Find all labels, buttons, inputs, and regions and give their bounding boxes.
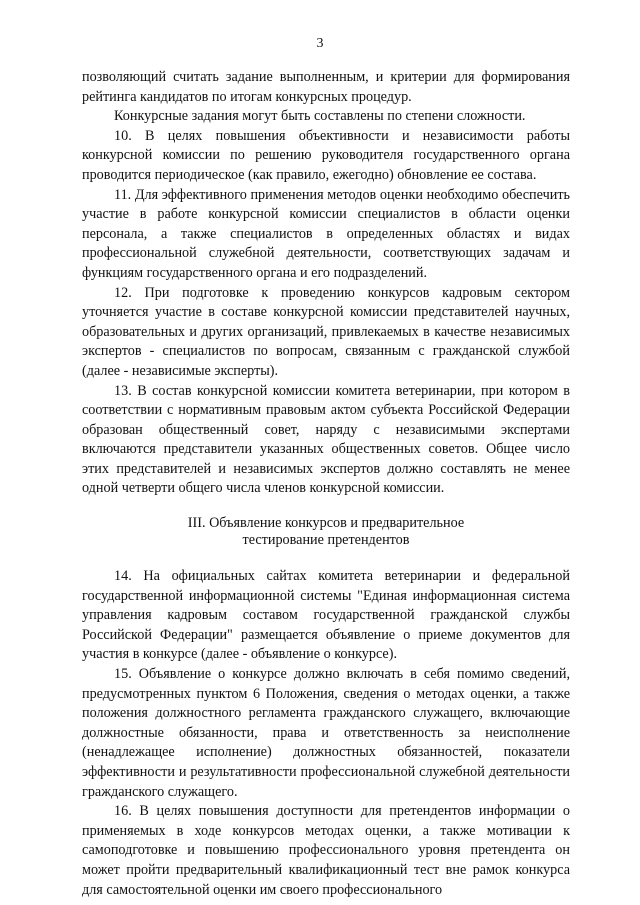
section-heading-line-2: тестирование претендентов <box>242 532 410 549</box>
paragraph: Конкурсные задания могут быть составлены по степени сложности. <box>114 108 526 125</box>
section-heading-line-1: III. Объявление конкурсов и предварительное <box>187 515 465 532</box>
paragraph-13: 13. В состав конкурсной комиссии комитета ветеринарии, при котором в соответствии с нормативным правовым актом субъекта Российской Федерации образован общественный совет, наряду с независимыми экспертами включаются представители указанных общественных советов. Общее число этих представителей и независимых экспертов должно составлять не менее одной четверти общего числа членов конкурсной комиссии. <box>82 382 570 497</box>
paragraph-16: 16. В целях повышения доступности для претендентов информации о применяемых в ходе конкурсов методах оценки, а также мотивации к самоподготовке и повышению профессионального уровня претендента он может пройти предварительный квалификационный тест вне рамок конкурса для самостоятельной оценки им своего профессионального <box>82 803 570 898</box>
paragraph-continuation: позволяющий считать задание выполненным, и критерии для формирования рейтинга кандидатов по итогам конкурсных процедур. <box>82 69 570 105</box>
paragraph-15: 15. Объявление о конкурсе должно включать в себя помимо сведений, предусмотренных пунктом 6 Положения, сведения о методах оценки, а также положения должностного регламента гражданского служащего, включающие должностные обязанности, права и ответственность за неисполнение (ненадлежащее исполнение) должностных обязанностей, показатели эффективности и результативности профессиональной служебной деятельности гражданского служащего. <box>82 666 570 800</box>
document-body <box>82 68 570 900</box>
paragraph-11: 11. Для эффективного применения методов оценки необходимо обеспечить участие в работе конкурсной комиссии специалистов в области оценки персонала, а также специалистов в определенных областях и видах профессиональной служебной деятельности, соответствующих задачам и функциям государственного органа и его подразделений. <box>82 186 570 281</box>
paragraph-14: 14. На официальных сайтах комитета ветеринарии и федеральной государственной информационной системы "Единая информационная система управления кадровым составом государственной гражданской службы Российской Федерации" размещается объявление о приеме документов для участия в конкурсе (далее - объявление о конкурсе). <box>82 568 570 663</box>
paragraph-10: 10. В целях повышения объективности и независимости работы конкурсной комиссии по решению руководителя государственного органа проводится периодическое (как правило, ежегодно) обновление ее состава. <box>82 127 570 183</box>
paragraph-12: 12. При подготовке к проведению конкурсов кадровым сектором уточняется участие в составе конкурсной комиссии представителей научных, образовательных и других организаций, привлекаемых в качестве независимых экспертов - специалистов по вопросам, связанным с гражданской службой (далее - независимые эксперты). <box>82 284 570 379</box>
page-number: 3 <box>316 36 324 51</box>
section-heading <box>82 515 570 549</box>
